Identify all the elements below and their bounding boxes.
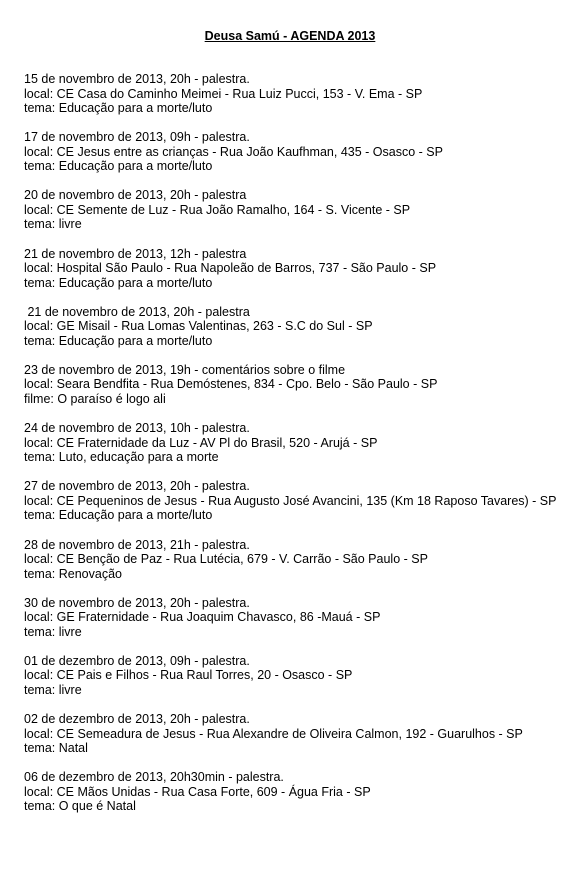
event-date: 21 de novembro de 2013, 12h - palestra [24,246,247,261]
agenda-event [24,421,560,465]
event-date: 06 de dezembro de 2013, 20h30min - palestra. [24,770,284,785]
agenda-event [24,596,560,640]
event-location: local: CE Fraternidade da Luz - AV Pl do Brasil, 520 - Arujá - SP [24,435,378,450]
event-location: local: CE Mãos Unidas - Rua Casa Forte, 609 - Água Fria - SP [24,784,371,799]
agenda-event [24,712,560,756]
event-location: local: CE Pais e Filhos - Rua Raul Torres, 20 - Osasco - SP [24,668,353,683]
event-topic: tema: Educação para a morte/luto [24,101,213,115]
event-location: local: GE Misail - Rua Lomas Valentinas, 263 - S.C do Sul - SP [24,319,373,334]
event-location: local: CE Pequeninos de Jesus - Rua Augusto José Avancini, 135 (Km 18 Raposo Tavares) - SP [24,493,557,508]
event-topic: tema: Luto, educação para a morte [24,450,219,465]
event-location: local: CE Jesus entre as crianças - Rua João Kaufhman, 435 - Osasco - SP [24,144,443,159]
event-location: local: CE Benção de Paz - Rua Lutécia, 679 - V. Carrão - São Paulo - SP [24,552,428,566]
agenda-event [24,188,560,232]
agenda-event [24,305,560,349]
page-title: Deusa Samú - AGENDA 2013 [204,29,376,43]
event-topic: tema: livre [24,682,82,697]
event-date: 15 de novembro de 2013, 20h - palestra. [24,72,250,86]
event-date: 23 de novembro de 2013, 19h - comentários sobre o filme [24,362,346,377]
agenda-event [24,479,560,523]
agenda-event [24,247,560,291]
event-date: 20 de novembro de 2013, 20h - palestra [24,188,247,203]
agenda-list [24,72,560,828]
event-location: local: GE Fraternidade - Rua Joaquim Chavasco, 86 -Mauá - SP [24,610,381,625]
event-date: 30 de novembro de 2013, 20h - palestra. [24,595,250,610]
event-topic: tema: livre [24,624,82,639]
event-topic: tema: Educação para a morte/luto [24,333,213,348]
agenda-event [24,130,560,174]
agenda-event [24,72,560,116]
agenda-event [24,363,560,407]
event-location: local: CE Casa do Caminho Meimei - Rua Luiz Pucci, 153 - V. Ema - SP [24,86,423,101]
event-location: local: Hospital São Paulo - Rua Napoleão de Barros, 737 - São Paulo - SP [24,261,437,276]
event-date: 27 de novembro de 2013, 20h - palestra. [24,479,250,494]
event-date: 01 de dezembro de 2013, 09h - palestra. [24,653,250,668]
event-topic: tema: Educação para a morte/luto [24,159,213,174]
event-date: 24 de novembro de 2013, 10h - palestra. [24,421,250,436]
event-date: 21 de novembro de 2013, 20h - palestra [24,304,250,319]
event-topic: tema: Renovação [24,566,122,581]
agenda-event [24,654,560,698]
event-location: local: Seara Bendfita - Rua Demóstenes, 834 - Cpo. Belo - São Paulo - SP [24,377,438,392]
event-topic: tema: Natal [24,741,88,756]
event-topic: filme: O paraíso é logo ali [24,391,166,406]
event-topic: tema: Educação para a morte/luto [24,508,213,523]
agenda-event [24,538,560,582]
event-topic: tema: livre [24,217,82,232]
event-date: 02 de dezembro de 2013, 20h - palestra. [24,712,250,727]
event-topic: tema: O que é Natal [24,799,136,814]
event-date: 28 de novembro de 2013, 21h - palestra. [24,537,250,552]
event-date: 17 de novembro de 2013, 09h - palestra. [24,130,250,145]
agenda-event [24,770,560,814]
event-topic: tema: Educação para a morte/luto [24,275,213,290]
event-location: local: CE Semeadura de Jesus - Rua Alexandre de Oliveira Calmon, 192 - Guarulhos - SP [24,726,523,741]
event-location: local: CE Semente de Luz - Rua João Ramalho, 164 - S. Vicente - SP [24,202,411,217]
